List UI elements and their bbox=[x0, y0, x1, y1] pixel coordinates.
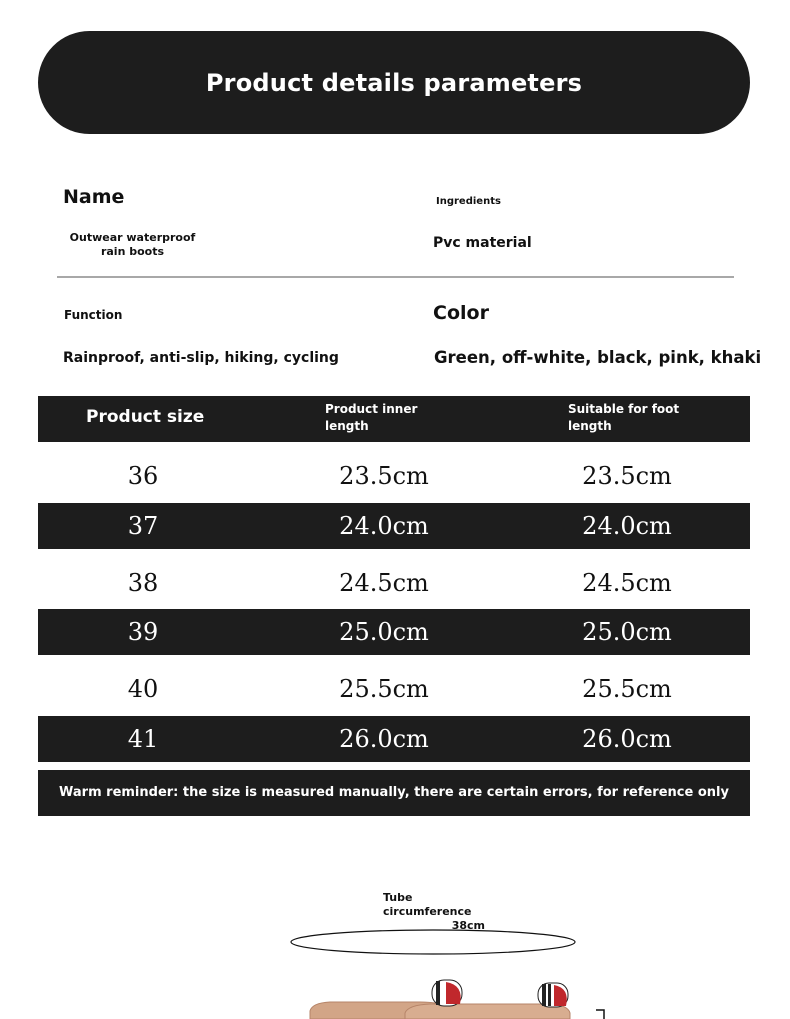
rain-boots-illustration bbox=[280, 925, 610, 1019]
size-cell: 41 bbox=[127, 725, 159, 753]
right-strap-ornament bbox=[538, 983, 568, 1007]
size-cell: 37 bbox=[127, 512, 159, 540]
size-cell: 38 bbox=[127, 569, 159, 597]
foot-length-cell: 26.0cm bbox=[582, 725, 672, 753]
tube-circumference-ellipse bbox=[291, 930, 575, 954]
warm-reminder: Warm reminder: the size is measured manually, there are certain errors, for reference only bbox=[38, 770, 750, 816]
foot-length-cell: 25.0cm bbox=[582, 618, 672, 646]
function-value: Rainproof, anti-slip, hiking, cycling bbox=[63, 350, 339, 366]
size-cell: 39 bbox=[127, 618, 159, 646]
function-label: Function bbox=[64, 308, 123, 322]
inner-length-cell: 25.0cm bbox=[339, 618, 429, 646]
foot-length-cell: 23.5cm bbox=[582, 462, 672, 490]
size-table-header bbox=[38, 396, 750, 442]
tube-measure-value: 38cm bbox=[451, 919, 485, 932]
table-row bbox=[38, 609, 750, 655]
header-product-size: Product size bbox=[86, 407, 205, 427]
table-row bbox=[38, 560, 750, 606]
inner-length-cell: 24.5cm bbox=[339, 569, 429, 597]
foot-length-cell: 24.5cm bbox=[582, 569, 672, 597]
foot-length-cell: 25.5cm bbox=[582, 675, 672, 703]
color-label: Color bbox=[433, 302, 489, 324]
header-foot-length: Suitable for foot length bbox=[568, 402, 680, 433]
inner-length-cell: 23.5cm bbox=[339, 462, 429, 490]
left-strap-ornament bbox=[432, 980, 462, 1006]
name-value: Outwear waterproof rain boots bbox=[69, 231, 196, 258]
page-title: Product details parameters bbox=[205, 68, 583, 97]
inner-length-cell: 24.0cm bbox=[339, 512, 429, 540]
corner-bracket bbox=[596, 1010, 604, 1019]
title-banner bbox=[38, 31, 750, 134]
name-label: Name bbox=[63, 186, 125, 208]
foot-length-cell: 24.0cm bbox=[582, 512, 672, 540]
inner-length-cell: 25.5cm bbox=[339, 675, 429, 703]
divider bbox=[57, 276, 734, 278]
ingredients-value: Pvc material bbox=[433, 235, 532, 251]
header-inner-length: Product inner length bbox=[325, 402, 418, 433]
table-row bbox=[38, 453, 750, 499]
size-cell: 36 bbox=[127, 462, 159, 490]
table-row bbox=[38, 666, 750, 712]
size-cell: 40 bbox=[127, 675, 159, 703]
table-row bbox=[38, 716, 750, 762]
inner-length-cell: 26.0cm bbox=[339, 725, 429, 753]
ingredients-label: Ingredients bbox=[436, 196, 501, 207]
tube-label-text: Tube circumference bbox=[383, 891, 472, 918]
color-value: Green, off-white, black, pink, khaki bbox=[434, 348, 762, 367]
table-row bbox=[38, 503, 750, 549]
